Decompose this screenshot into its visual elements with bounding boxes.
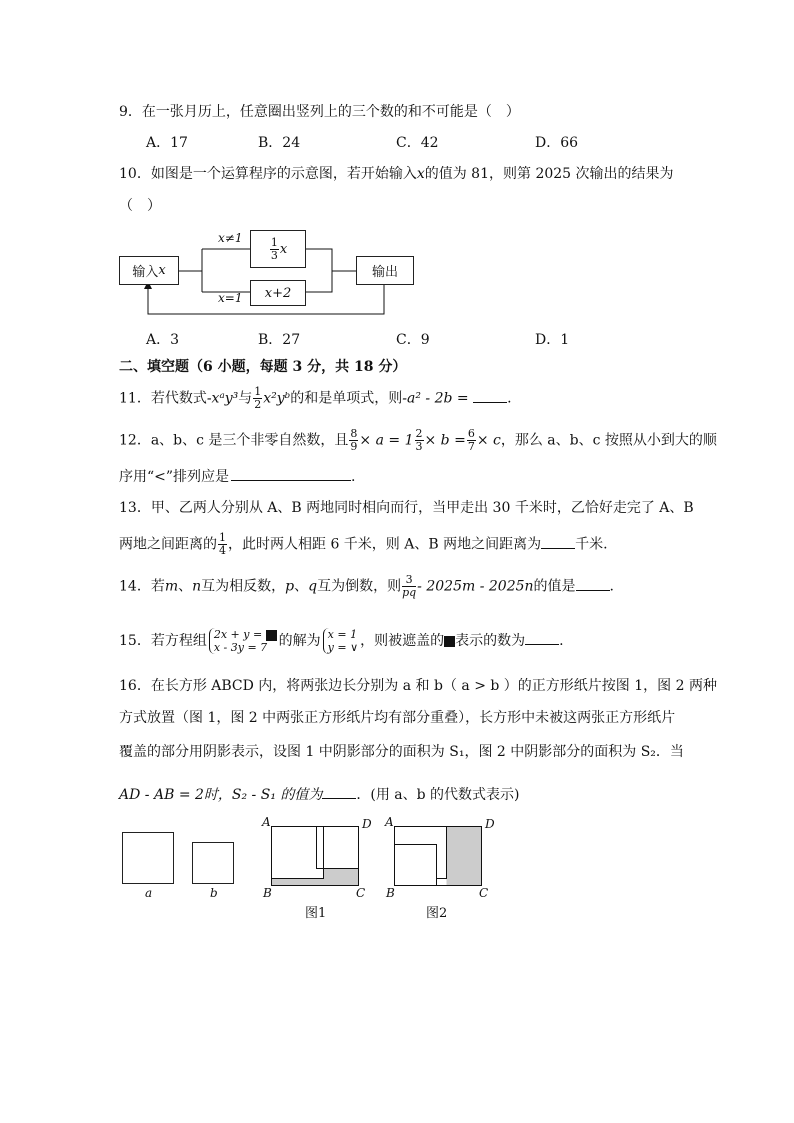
flow-add-box: x+2 (250, 280, 306, 306)
q16-line3: 覆盖的部分用阴影表示，设图 1 中阴影部分的面积为 S₁，图 2 中阴影部分的面积为 S₂．当 (119, 744, 684, 760)
q16-line2: 方式放置（图 1，图 2 中两张正方形纸片均有部分重叠），长方形中未被这两张正方形纸片 (119, 710, 676, 726)
covered-square-icon (266, 630, 277, 641)
fig2-label-d: D (485, 817, 495, 831)
square-b (192, 842, 234, 884)
q16-line4: AD - AB = 2时，S₂ - S₁ 的值为 ．(用 a、b 的代数式表示) (119, 784, 520, 805)
q9-option-d: D．66 (535, 135, 579, 151)
q10-option-a: A．3 (146, 332, 180, 348)
covered-square-icon-2 (444, 636, 455, 647)
q11-answer-blank (473, 388, 507, 403)
fig2-label-b: B (386, 886, 395, 900)
q10-stem-line2: （ ） (119, 198, 161, 214)
square-a-label: a (145, 886, 153, 900)
flow-branch-bottom-label: x=1 (218, 291, 243, 305)
figure-2 (394, 826, 482, 888)
fig2-caption: 图2 (426, 906, 448, 921)
fig2-label-c: C (479, 886, 489, 900)
flow-branch-top-label: x≠1 (218, 231, 243, 245)
flow-output-box: 输出 (356, 256, 414, 285)
q9-option-c: C．42 (396, 135, 439, 151)
q10-option-c: C．9 (396, 332, 430, 348)
q16-answer-blank (322, 784, 356, 799)
flow-divide-box: $\frac{1}{3}$ x (250, 230, 306, 268)
q13-answer-blank (541, 534, 575, 549)
q13-line1: 13．甲、乙两人分别从 A、B 两地同时相向而行，当甲走出 30 千米时，乙恰好走完了 A、B (119, 500, 694, 516)
square-a (122, 832, 174, 884)
fig1-label-d: D (362, 817, 372, 831)
q14-answer-blank (576, 576, 610, 591)
fig1-label-a: A (262, 815, 271, 829)
q10-stem-line1: 10．如图是一个运算程序的示意图，若开始输入x的值为 81，则第 2025 次输出的结果为 (119, 166, 674, 182)
q9-option-a: A．17 (146, 135, 188, 151)
q15-answer-blank (525, 630, 559, 645)
section-heading: 二、填空题（6 小题，每题 3 分，共 18 分） (119, 359, 407, 375)
q10-option-d: D．1 (535, 332, 570, 348)
q12-line1: 12．a、b、c 是三个非零自然数，且 $\frac{8}{9}$ × a = 1 $\frac{2}{3}$ × b = $\frac{6}{7}$ × c，那么 a、b、c 按照从小到大的顺 (119, 427, 717, 453)
fig2-label-a: A (385, 815, 394, 829)
flow-input-box: 输入 x (119, 256, 179, 285)
fig1-caption: 图1 (305, 906, 327, 921)
q10-option-b: B．27 (258, 332, 301, 348)
q12-line2: 序用“<”排列应是 . (119, 466, 356, 487)
square-b-label: b (210, 886, 218, 900)
q16-line1: 16．在长方形 ABCD 内，将两张边长分别为 a 和 b（ a > b ）的正方形纸片按图 1，图 2 两种 (119, 678, 717, 694)
fig1-label-c: C (356, 886, 366, 900)
fig1-label-b: B (263, 886, 272, 900)
q13-line2: 两地之间距离的 $\frac{1}{4}$ ，此时两人相距 6 千米，则 A、B 两地之间距离为 千米. (119, 531, 608, 557)
q9-option-b: B．24 (258, 135, 301, 151)
q9-stem: 9．在一张月历上，任意圈出竖列上的三个数的和不可能是（ ） (119, 104, 520, 120)
q14: 14．若m、n互为相反数，p、q互为倒数，则 $\frac{3}{pq}$ - 2025m - 2025n的值是 . (119, 573, 614, 599)
figure-1 (271, 826, 359, 888)
q11: 11．若代数式-xᵃy³与 $\frac{1}{2}$ x²yᵇ的和是单项式，则-a² - 2b = . (119, 385, 512, 411)
q12-answer-blank (231, 466, 351, 481)
q15: 15．若方程组 2x + y = x - 3y = 7 的解为 x = 1 y = ∨ ，则被遮盖的 表示的数为 . (119, 628, 564, 654)
